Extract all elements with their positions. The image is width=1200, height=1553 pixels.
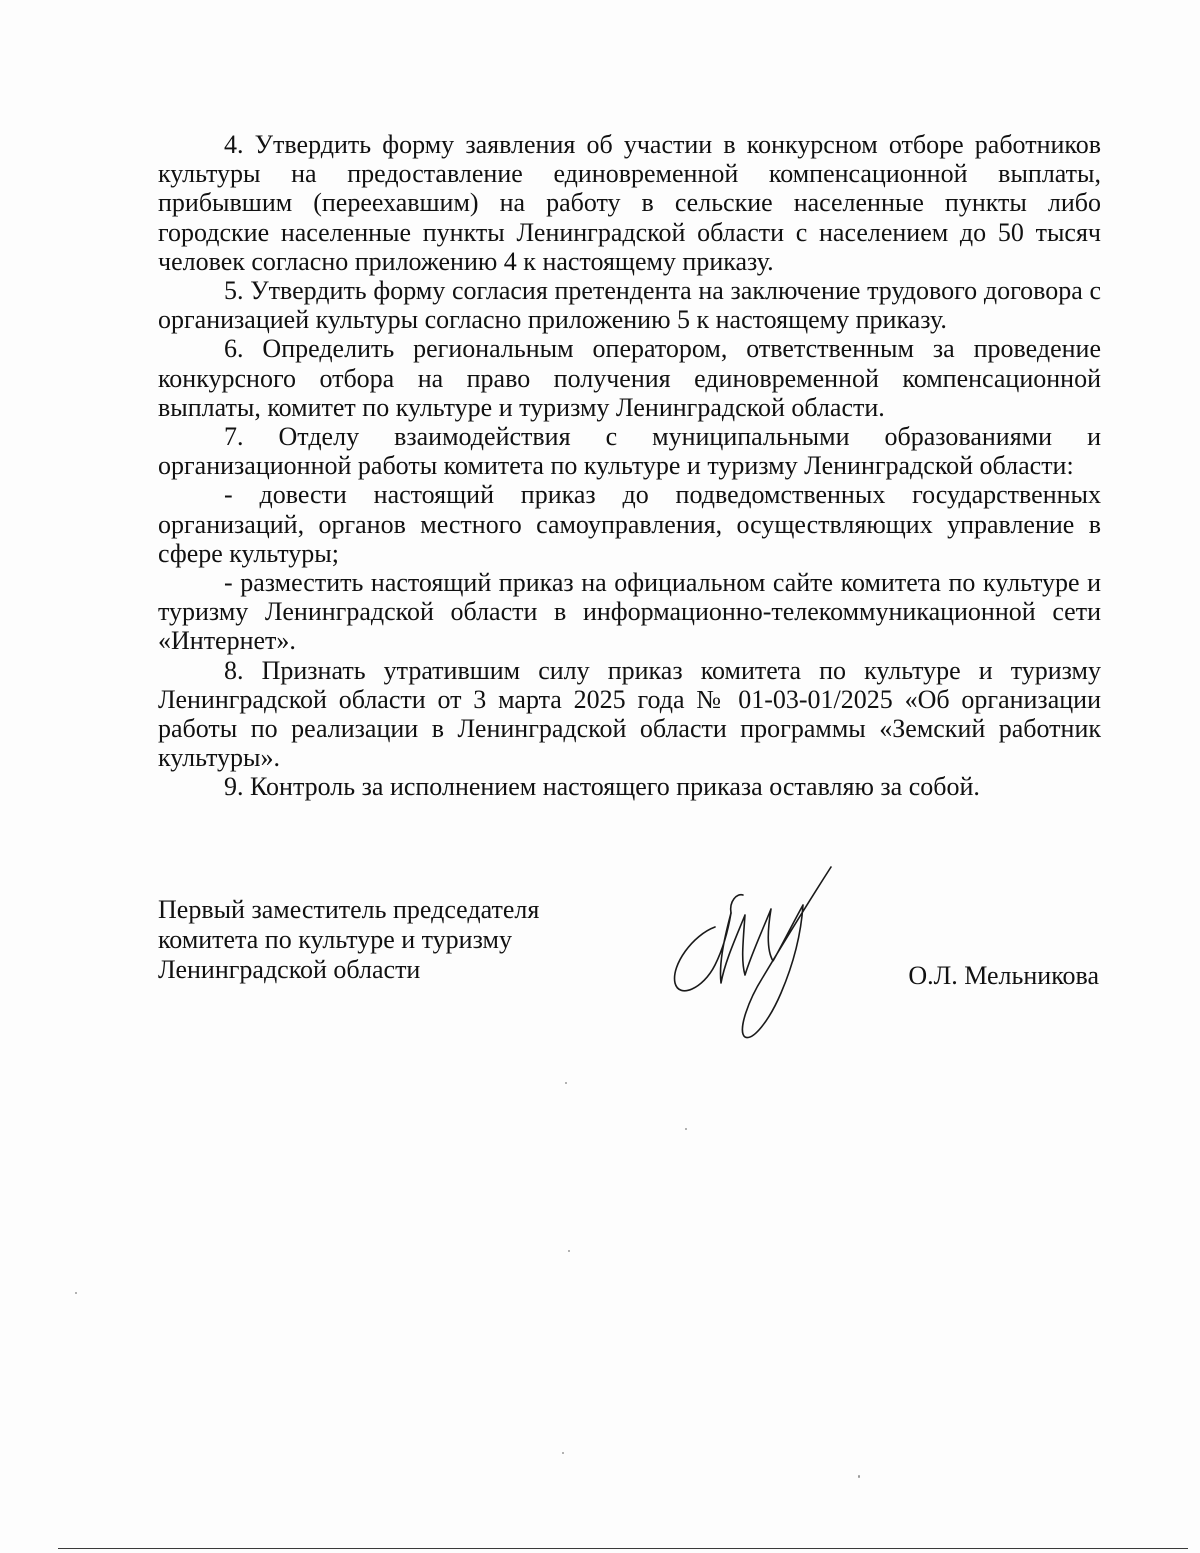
paragraph-item-6: 6. Определить региональным оператором, ответственным за проведение конкурсного отбора на право получения единовременной компенсационной выплаты, комитет по культуре и туризму Ленинградской области. (158, 334, 1101, 422)
signer-title-line: Первый заместитель председателя (158, 895, 540, 924)
footer-rule (58, 1548, 1188, 1549)
scan-speck (685, 1128, 687, 1130)
scan-speck (568, 1250, 570, 1252)
scan-speck (75, 1292, 77, 1294)
paragraph-item-5: 5. Утвердить форму согласия претендента на заключение трудового договора с организацией культуры согласно приложению 5 к настоящему приказу. (158, 276, 1101, 335)
signer-title-line: комитета по культуре и туризму (158, 925, 512, 954)
paragraph-subitem-distribute: - довести настоящий приказ до подведомственных государственных организаций, органов местного самоуправления, осуществляющих управление в сфере культуры; (158, 480, 1101, 568)
paragraph-item-9: 9. Контроль за исполнением настоящего приказа оставляю за собой. (224, 772, 980, 802)
signer-title (158, 895, 539, 985)
signature-block (158, 895, 1101, 1075)
document-body (158, 130, 1101, 802)
handwritten-signature-icon (663, 865, 853, 1055)
signer-name: О.Л. Мельникова (908, 961, 1099, 990)
paragraph-item-7: 7. Отделу взаимодействия с муниципальными образованиями и организационной работы комитета по культуре и туризму Ленинградской области: (158, 422, 1101, 481)
scan-speck (562, 1452, 564, 1454)
signer-title-line: Ленинградской области (158, 955, 421, 984)
scan-speck (858, 1475, 860, 1478)
paragraph-item-4: 4. Утвердить форму заявления об участии в конкурсном отборе работников культуры на предоставление единовременной компенсационной выплаты, прибывшим (переехавшим) на работу в сельские населенные пункты либо городские населенные пункты Ленинградской области с населением до 50 тысяч человек согласно приложению 4 к настоящему приказу. (158, 130, 1101, 276)
paragraph-item-8: 8. Признать утратившим силу приказ комитета по культуре и туризму Ленинградской области от 3 марта 2025 года № 01-03-01/2025 «Об организации работы по реализации в Ленинградской области программы «Земский работник культуры». (158, 655, 1101, 773)
paragraph-subitem-publish: - разместить настоящий приказ на официальном сайте комитета по культуре и туризму Ленинградской области в информационно-телекоммуникационной сети «Интернет». (158, 568, 1101, 656)
scan-speck (565, 1082, 567, 1084)
